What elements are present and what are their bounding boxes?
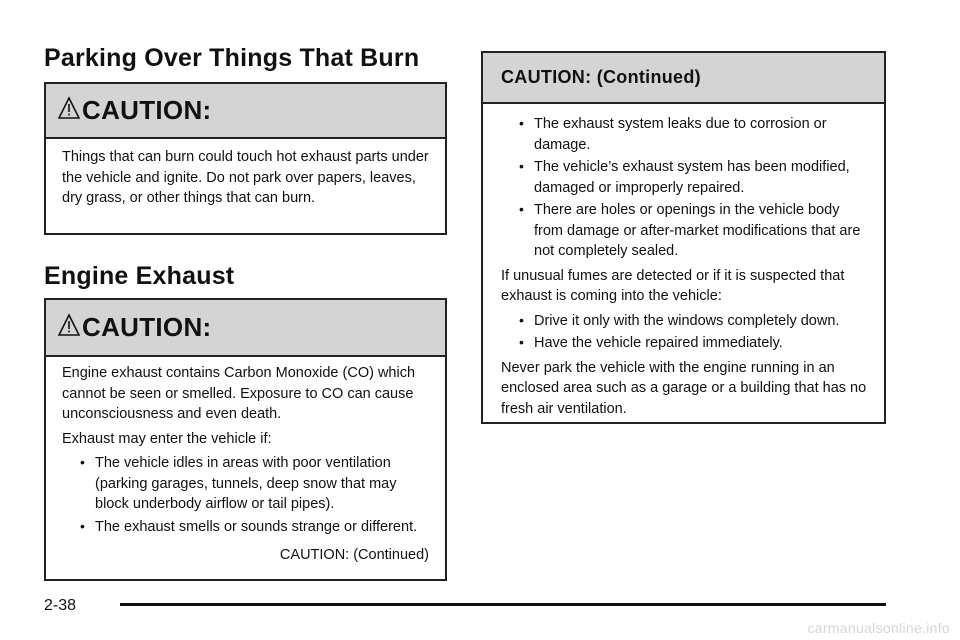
list-item: • The vehicle’s exhaust system has been modified, damaged or improperly repaired.	[519, 158, 850, 196]
heading-engine-exhaust: Engine Exhaust	[44, 262, 235, 290]
footer-rule	[120, 603, 886, 606]
caution-title: CAUTION: (Continued)	[501, 67, 701, 87]
bullet-list	[501, 311, 870, 354]
list-item: • Have the vehicle repaired immediately.	[519, 334, 783, 351]
caution-title: CAUTION:	[82, 95, 212, 125]
caution-box-parking	[44, 82, 447, 235]
caution-body	[46, 139, 445, 209]
caution-header	[483, 53, 884, 104]
bullet-list	[62, 453, 433, 537]
caution-paragraph: If unusual fumes are detected or if it is suspected that exhaust is coming into the vehicle:	[501, 267, 845, 304]
list-item: • The vehicle idles in areas with poor ventilation (parking garages, tunnels, deep snow that may block underbody airflow or tail pipes).	[80, 454, 397, 512]
bullet-list	[501, 114, 870, 262]
page-number: 2-38	[44, 597, 77, 614]
caution-paragraph: Never park the vehicle with the engine running in an enclosed area such as a garage or a building that has no fresh air ventilation.	[501, 359, 867, 417]
caution-body	[483, 104, 884, 419]
list-item: • Drive it only with the windows completely down.	[519, 311, 840, 329]
caution-body	[46, 357, 445, 566]
caution-box-engine-exhaust	[44, 298, 447, 581]
list-item: • The exhaust smells or sounds strange or different.	[80, 517, 418, 535]
warning-triangle-icon	[58, 96, 80, 120]
continued-label: CAUTION: (Continued)	[279, 547, 429, 563]
list-item: • The exhaust system leaks due to corrosion or damage.	[519, 115, 827, 153]
heading-parking-over-things: Parking Over Things That Burn	[44, 44, 420, 72]
caution-box-continued	[481, 51, 886, 424]
list-item: • There are holes or openings in the vehicle body from damage or after-market modifications that are not completely sealed.	[519, 201, 861, 259]
watermark: carmanualsonline.info	[807, 620, 950, 636]
caution-header	[46, 300, 445, 357]
caution-paragraph: Engine exhaust contains Carbon Monoxide (CO) which cannot be seen or smelled. Exposure to CO can cause unconsciousness and even death.	[62, 365, 416, 422]
caution-title: CAUTION:	[82, 312, 212, 342]
caution-text: Things that can burn could touch hot exhaust parts under the vehicle and ignite. Do not park over papers, leaves, dry grass, or other things that can burn.	[62, 149, 429, 206]
caution-paragraph: Exhaust may enter the vehicle if:	[62, 430, 272, 447]
caution-header	[46, 84, 445, 139]
warning-triangle-icon	[58, 313, 80, 337]
